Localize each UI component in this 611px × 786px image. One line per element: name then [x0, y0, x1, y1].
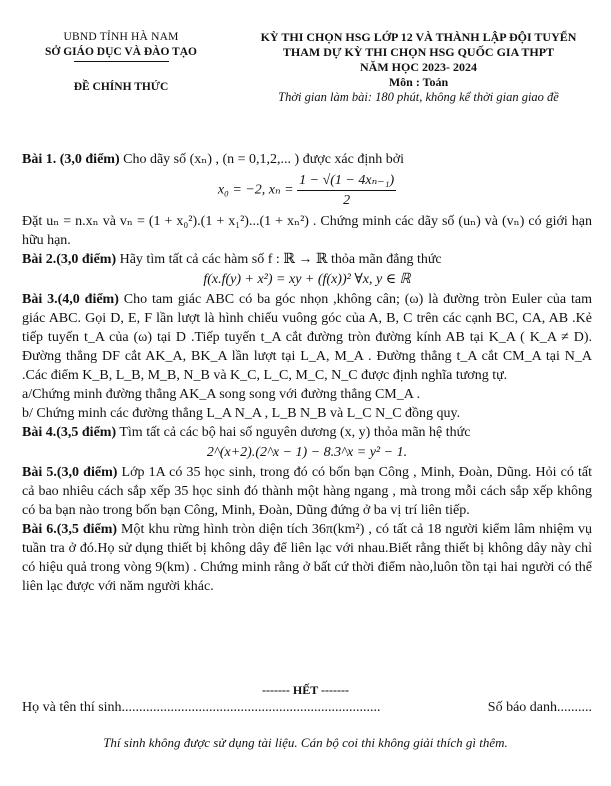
problem-2-label: Bài 2.(3,0 điểm) — [22, 252, 117, 267]
problem-1 — [22, 150, 592, 169]
problem-6-text: Một khu rừng hình tròn diện tích 36π(km²) , có tất cả 18 người kiểm lâm nhiệm vụ tuần tra ở đó.Họ sử dụng thiết bị không dây để liên lạc với nhau.Biết rằng thiết bị không dây này chỉ có hiệu quả trong vòng 9(km) . Chứng minh rằng ở bất cứ thời điểm nào,luôn tồn tại hai người có thể liên lạc được với năm người khác. — [22, 522, 593, 594]
exam-title-line1: KỲ THI CHỌN HSG LỚP 12 VÀ THÀNH LẬP ĐỘI TUYỂN — [260, 30, 577, 44]
problem-6 — [22, 520, 592, 596]
problem-1-label: Bài 1. (3,0 điểm) — [22, 152, 120, 167]
problem-1-text: Cho dãy số (xₙ) , (n = 0,1,2,... ) được xác định bởi — [119, 152, 405, 167]
formula-fraction — [297, 171, 396, 210]
problem-4-formula: 2^(x+2).(2^x − 1) − 8.3^x = y² − 1. — [206, 445, 408, 460]
formula-numerator: 1 − √(1 − 4xₙ₋₁) — [297, 171, 396, 191]
problem-3b: b/ Chứng minh các đường thẳng L_A N_A , L_B N_B và L_C N_C đồng quy. — [22, 406, 461, 421]
province-committee: UBND TỈNH HÀ NAM — [63, 31, 179, 43]
problem-3a: a/Chứng minh đường thẳng AK_A song song với đường thẳng CM_A . — [22, 387, 421, 402]
problem-2-formula: f(x.f(y) + x²) = xy + (f(x))² ∀x, y ∈ ℝ — [203, 272, 411, 287]
official-label: ĐỀ CHÍNH THỨC — [73, 81, 169, 93]
problem-2 — [22, 250, 592, 269]
exam-header — [0, 30, 611, 140]
formula-denominator: 2 — [343, 193, 351, 208]
problem-4-text: Tìm tất cả các bộ hai số nguyên dương (x, y) thỏa mãn hệ thức — [116, 425, 471, 440]
problem-2-text: Hãy tìm tất cả các hàm số f : ℝ → ℝ thỏa mãn đẳng thức — [116, 252, 442, 267]
subject: Môn : Toán — [388, 75, 449, 89]
school-year: NĂM HỌC 2023- 2024 — [360, 60, 477, 74]
problem-4-label: Bài 4.(3,5 điểm) — [22, 425, 117, 440]
candidate-info — [22, 700, 592, 716]
problem-3-text: Cho tam giác ABC có ba góc nhọn ,không cân; (ω) là đường tròn Euler của tam giác ABC. Gọi D, E, F lần lượt là hình chiếu vuông góc của A, B, C trên các cạnh BC, CA, AB .Kẻ tiếp tuyến t_A của (ω) tại D .Tiếp tuyến t_A cắt đường tròn đường kính AB tại K_A ( K_A ≠ D). Đường thẳng DF cắt AK_A, BK_A lần lượt tại L_A, M_A . Đường thẳng t_A cắt CM_A tại N_A .Các điểm K_B, L_B, M_B, N_B và K_C, L_C, M_C, N_C được định nghĩa tương tự. — [22, 292, 593, 383]
exam-title-line2: THAM DỰ KỲ THI CHỌN HSG QUỐC GIA THPT — [282, 45, 555, 59]
problem-3 — [22, 290, 592, 385]
problem-4 — [22, 423, 592, 442]
candidate-name-field: Họ và tên thí sinh.......................................................................... — [22, 700, 381, 715]
header-left — [16, 30, 226, 95]
time-limit: Thời gian làm bài: 180 phút, không kể thời gian giao đề — [278, 90, 559, 104]
exam-note: Thí sinh không được sử dụng tài liệu. Cán bộ coi thi không giải thích gì thêm. — [103, 735, 508, 750]
problem-5-text: Lớp 1A có 35 học sinh, trong đó có bốn bạn Công , Minh, Đoàn, Dũng. Hỏi có tất cả bao nhiêu cách sắp xếp 35 học sinh đó thành một hàng ngang , mà trong mỗi cách sắp xếp không có ba bạn nào trong bốn bạn Công, Minh, Đoàn, Dũng đứng ở ba vị trí liên tiếp. — [22, 465, 593, 518]
problem-1-formula — [22, 171, 592, 210]
end-marker: ------- HẾT ------- — [261, 683, 350, 697]
problem-5 — [22, 463, 592, 520]
header-right — [236, 30, 601, 105]
candidate-number-field: Số báo danh.......... — [487, 700, 592, 715]
problem-3-label: Bài 3.(4,0 điểm) — [22, 292, 119, 307]
problem-5-label: Bài 5.(3,0 điểm) — [22, 465, 118, 480]
formula-left: x₀ = −2, xₙ = — [217, 182, 298, 198]
problem-1-text2: Đặt uₙ = n.xₙ và vₙ = (1 + x₀²).(1 + x₁²)...(1 + xₙ²) . Chứng minh các dãy số (uₙ) và (vₙ) có giới hạn hữu hạn. — [22, 214, 592, 248]
header-divider — [74, 61, 169, 62]
problem-6-label: Bài 6.(3,5 điểm) — [22, 522, 118, 537]
problems-body — [22, 150, 592, 596]
department-name: SỞ GIÁO DỤC VÀ ĐÀO TẠO — [45, 46, 197, 58]
